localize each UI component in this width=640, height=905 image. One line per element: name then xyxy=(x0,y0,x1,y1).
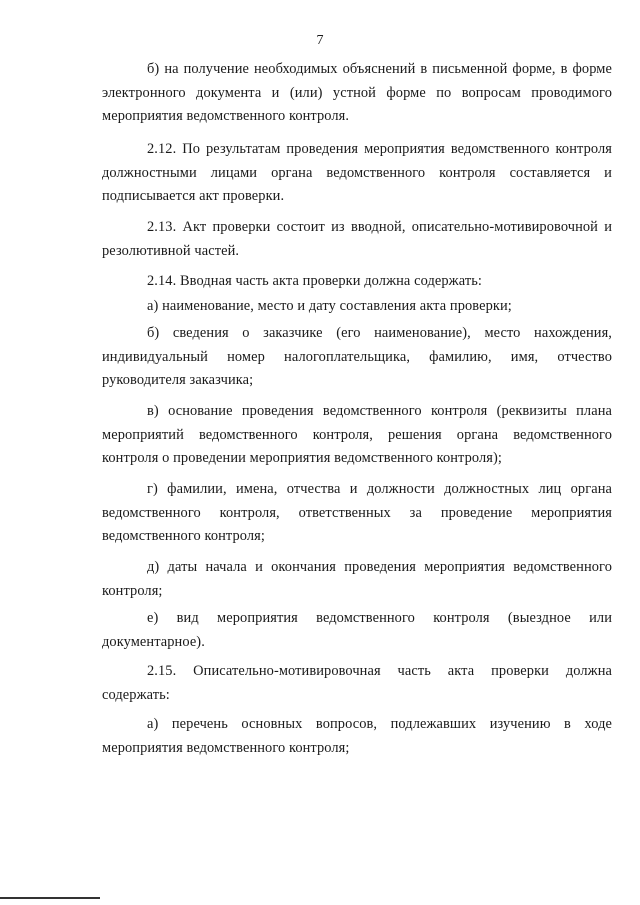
paragraph-2-14-d: д) даты начала и окончания проведения мероприятия ведомственного контроля; xyxy=(102,559,612,599)
paragraph-2-12: 2.12. По результатам проведения мероприятия ведомственного контроля должностными лицами органа ведомственного контроля составляется и подписывается акт проверки. xyxy=(102,141,612,204)
paragraph-2-14-g: г) фамилии, имена, отчества и должности должностных лиц органа ведомственного контроля, ответственных за проведение мероприятия ведомственного контроля; xyxy=(102,481,612,544)
paragraph-2-15: 2.15. Описательно-мотивировочная часть акта проверки должна содержать: xyxy=(102,663,612,703)
paragraph-b-explanations: б) на получение необходимых объяснений в письменной форме, в форме электронного документа и (или) устной форме по вопросам проводимого мероприятия ведомственного контроля. xyxy=(102,61,612,124)
scan-edge-line xyxy=(0,897,100,899)
paragraph-2-14-a: а) наименование, место и дату составления акта проверки; xyxy=(147,298,512,314)
paragraph-2-13: 2.13. Акт проверки состоит из вводной, описательно-мотивировочной и резолютивной частей. xyxy=(102,219,612,259)
paragraph-2-14-e: е) вид мероприятия ведомственного контроля (выездное или документарное). xyxy=(102,610,612,650)
paragraph-2-14-v: в) основание проведения ведомственного контроля (реквизиты плана мероприятий ведомственного контроля, решения органа ведомственного контроля о проведении мероприятия ведомственного контроля); xyxy=(102,403,612,466)
paragraph-2-14: 2.14. Вводная часть акта проверки должна содержать: xyxy=(147,273,482,289)
page-number: 7 xyxy=(316,33,324,48)
paragraph-2-14-b: б) сведения о заказчике (его наименование), место нахождения, индивидуальный номер налогоплательщика, фамилию, имя, отчество руководителя заказчика; xyxy=(102,325,612,388)
paragraph-2-15-a: а) перечень основных вопросов, подлежавших изучению в ходе мероприятия ведомственного контроля; xyxy=(102,716,612,756)
